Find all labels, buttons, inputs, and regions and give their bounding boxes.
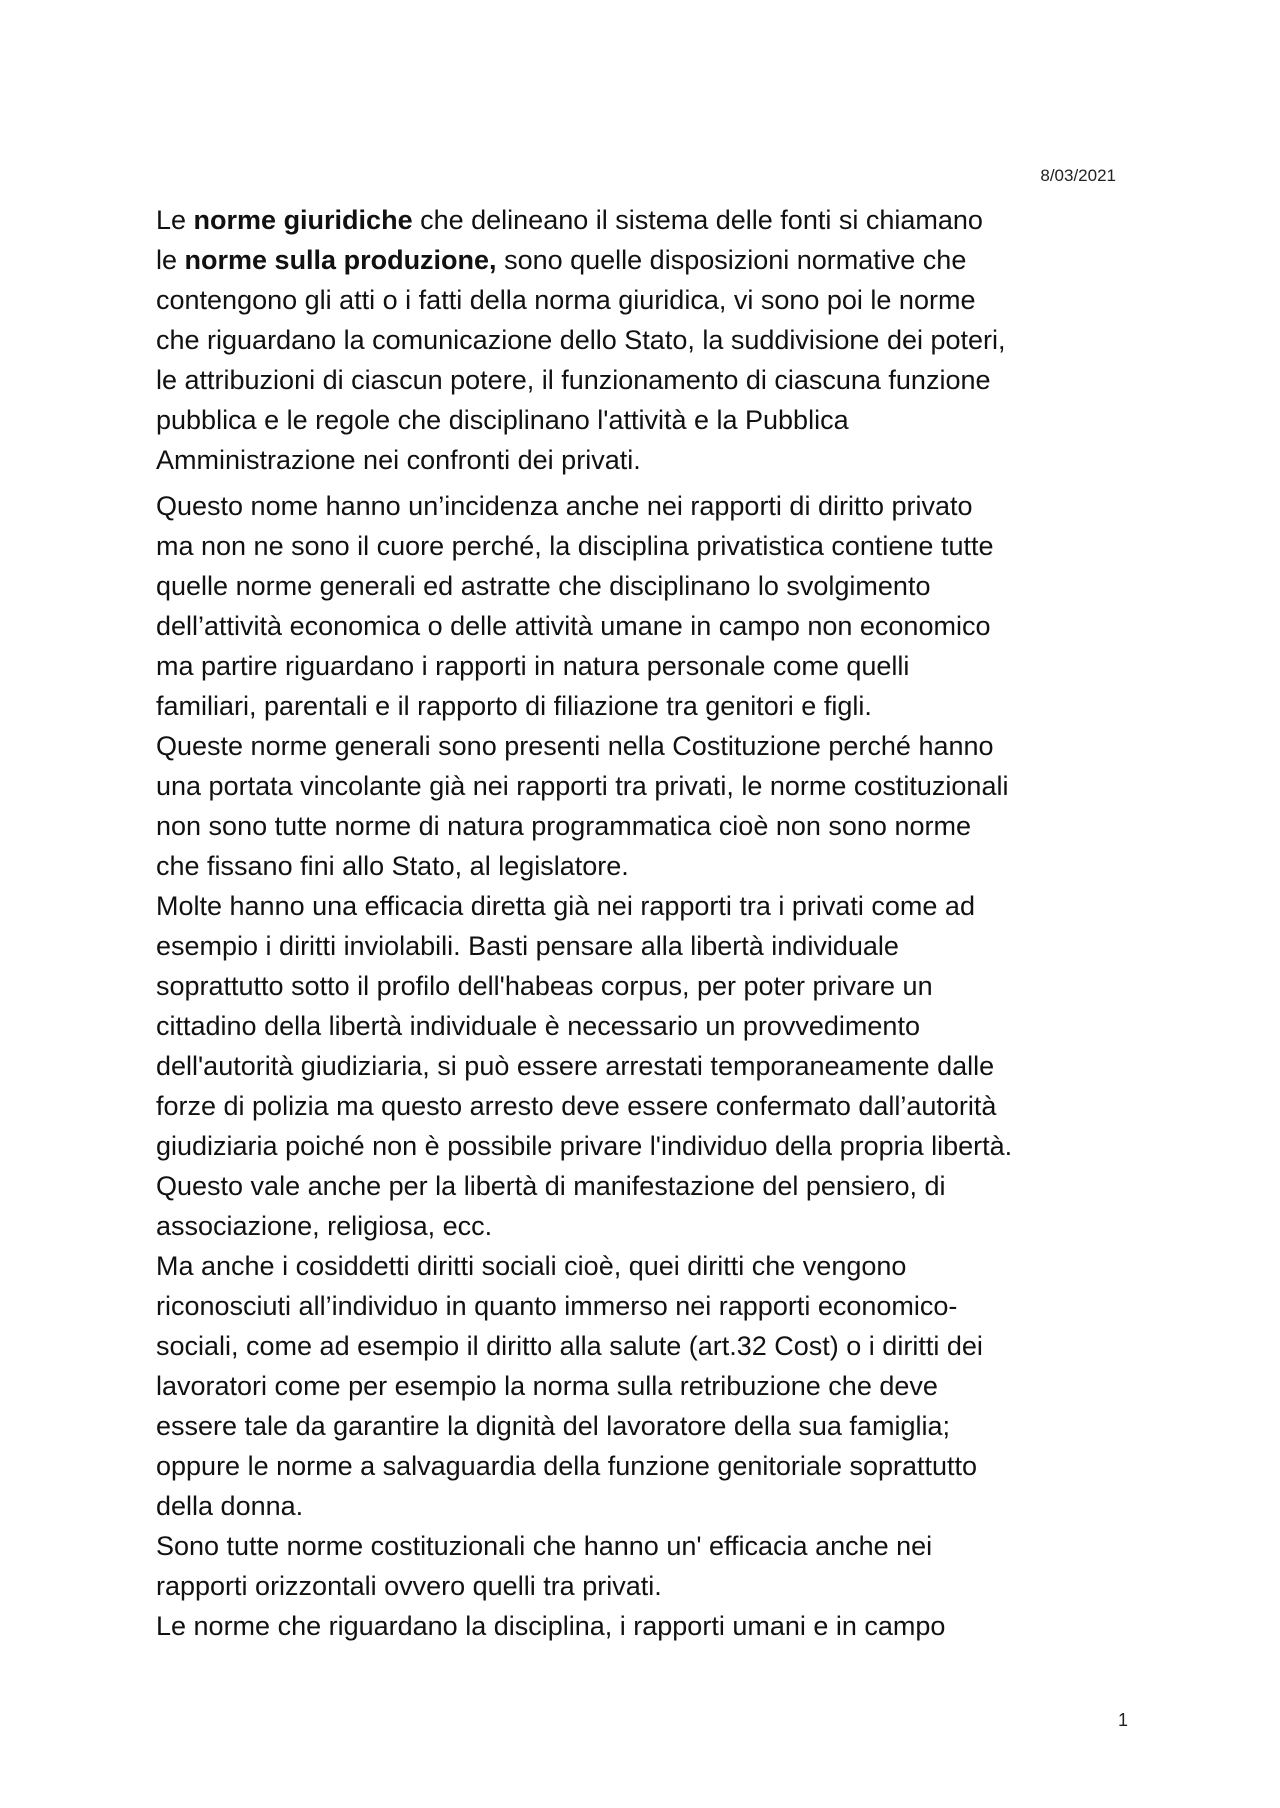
text-run: contengono gli atti o i fatti della norma giuridica, vi sono poi le norme [156,285,976,315]
text-line [156,200,1120,240]
bold-term: norme sulla produzione, [184,245,497,275]
text-line [156,486,1120,526]
text-line [156,526,1120,566]
text-line [156,320,1120,360]
text-line [156,1566,1120,1606]
text-line [156,1286,1120,1326]
text-line [156,1166,1120,1206]
text-line [156,646,1120,686]
text-run: le [156,245,185,275]
text-run: associazione, religiosa, ecc. [156,1211,493,1241]
text-run: Ma anche i cosiddetti diritti sociali cioè, quei diritti che vengono [156,1251,907,1281]
text-line [156,1086,1120,1126]
text-run: che delineano il sistema delle fonti si chiamano [412,205,983,235]
text-line [156,360,1120,400]
text-line [156,1126,1120,1166]
text-run: riconosciuti all’individuo in quanto immerso nei rapporti economico- [156,1291,958,1321]
text-line [156,886,1120,926]
text-run: Molte hanno una efficacia diretta già nei rapporti tra i privati come ad [156,891,975,921]
document-date: 8/03/2021 [1040,166,1116,185]
text-run: Questo nome hanno un’incidenza anche nei rapporti di diritto privato [156,491,973,521]
text-line [156,1246,1120,1286]
text-run: cittadino della libertà individuale è necessario un provvedimento [156,1011,920,1041]
text-line [156,566,1120,606]
text-line [156,280,1120,320]
text-line [156,1206,1120,1246]
text-line [156,1606,1120,1646]
text-line [156,1006,1120,1046]
text-line [156,1486,1120,1526]
text-line [156,606,1120,646]
text-run: forze di polizia ma questo arresto deve essere confermato dall’autorità [156,1091,997,1121]
text-run: esempio i diritti inviolabili. Basti pensare alla libertà individuale [156,931,899,961]
text-run: ma non ne sono il cuore perché, la disciplina privatistica contiene tutte [156,531,994,561]
text-run: ma partire riguardano i rapporti in natura personale come quelli [156,651,910,681]
text-run: non sono tutte norme di natura programmatica cioè non sono norme [156,811,971,841]
text-run: quelle norme generali ed astratte che disciplinano lo svolgimento [156,571,931,601]
text-line [156,1526,1120,1566]
text-line [156,1326,1120,1366]
text-run: familiari, parentali e il rapporto di filiazione tra genitori e figli. [156,691,872,721]
text-run: le attribuzioni di ciascun potere, il funzionamento di ciascuna funzione [156,365,991,395]
text-run: Le norme che riguardano la disciplina, i rapporti umani e in campo [156,1611,946,1641]
bold-term: norme giuridiche [193,205,413,235]
text-run: Amministrazione nei confronti dei privati. [156,445,641,475]
text-line [156,686,1120,726]
text-line [156,440,1120,480]
text-run: dell'autorità giudiziaria, si può essere arrestati temporaneamente dalle [156,1051,995,1081]
text-run: pubblica e le regole che disciplinano l'attività e la Pubblica [156,405,849,435]
text-run: sono quelle disposizioni normative che [496,245,967,275]
text-run: sociali, come ad esempio il diritto alla salute (art.32 Cost) o i diritti dei [156,1331,983,1361]
text-line [156,926,1120,966]
text-run: rapporti orizzontali ovvero quelli tra privati. [156,1571,662,1601]
text-run: della donna. [156,1491,304,1521]
text-line [156,726,1120,766]
text-run: Questo vale anche per la libertà di manifestazione del pensiero, di [156,1171,946,1201]
page-number: 1 [1117,1710,1128,1730]
text-run: oppure le norme a salvaguardia della funzione genitoriale soprattutto [156,1451,978,1481]
document-body [156,200,1120,1646]
text-line [156,846,1120,886]
text-line [156,400,1120,440]
text-line [156,966,1120,1006]
text-line [156,766,1120,806]
text-run: Queste norme generali sono presenti nella Costituzione perché hanno [156,731,994,761]
text-run: giudiziaria poiché non è possibile privare l'individuo della propria libertà. [156,1131,1013,1161]
text-line [156,1366,1120,1406]
text-line [156,1046,1120,1086]
text-run: che riguardano la comunicazione dello Stato, la suddivisione dei poteri, [156,325,1006,355]
text-run: Le [156,205,194,235]
text-run: che fissano fini allo Stato, al legislatore. [156,851,629,881]
text-run: dell’attività economica o delle attività umane in campo non economico [156,611,991,641]
text-line [156,1446,1120,1486]
text-run: soprattutto sotto il profilo dell'habeas corpus, per poter privare un [156,971,933,1001]
text-line [156,240,1120,280]
text-run: una portata vincolante già nei rapporti tra privati, le norme costituzionali [156,771,1009,801]
text-run: Sono tutte norme costituzionali che hanno un' efficacia anche nei [156,1531,933,1561]
text-line [156,806,1120,846]
text-line [156,1406,1120,1446]
text-run: lavoratori come per esempio la norma sulla retribuzione che deve [156,1371,938,1401]
text-run: essere tale da garantire la dignità del lavoratore della sua famiglia; [156,1411,950,1441]
